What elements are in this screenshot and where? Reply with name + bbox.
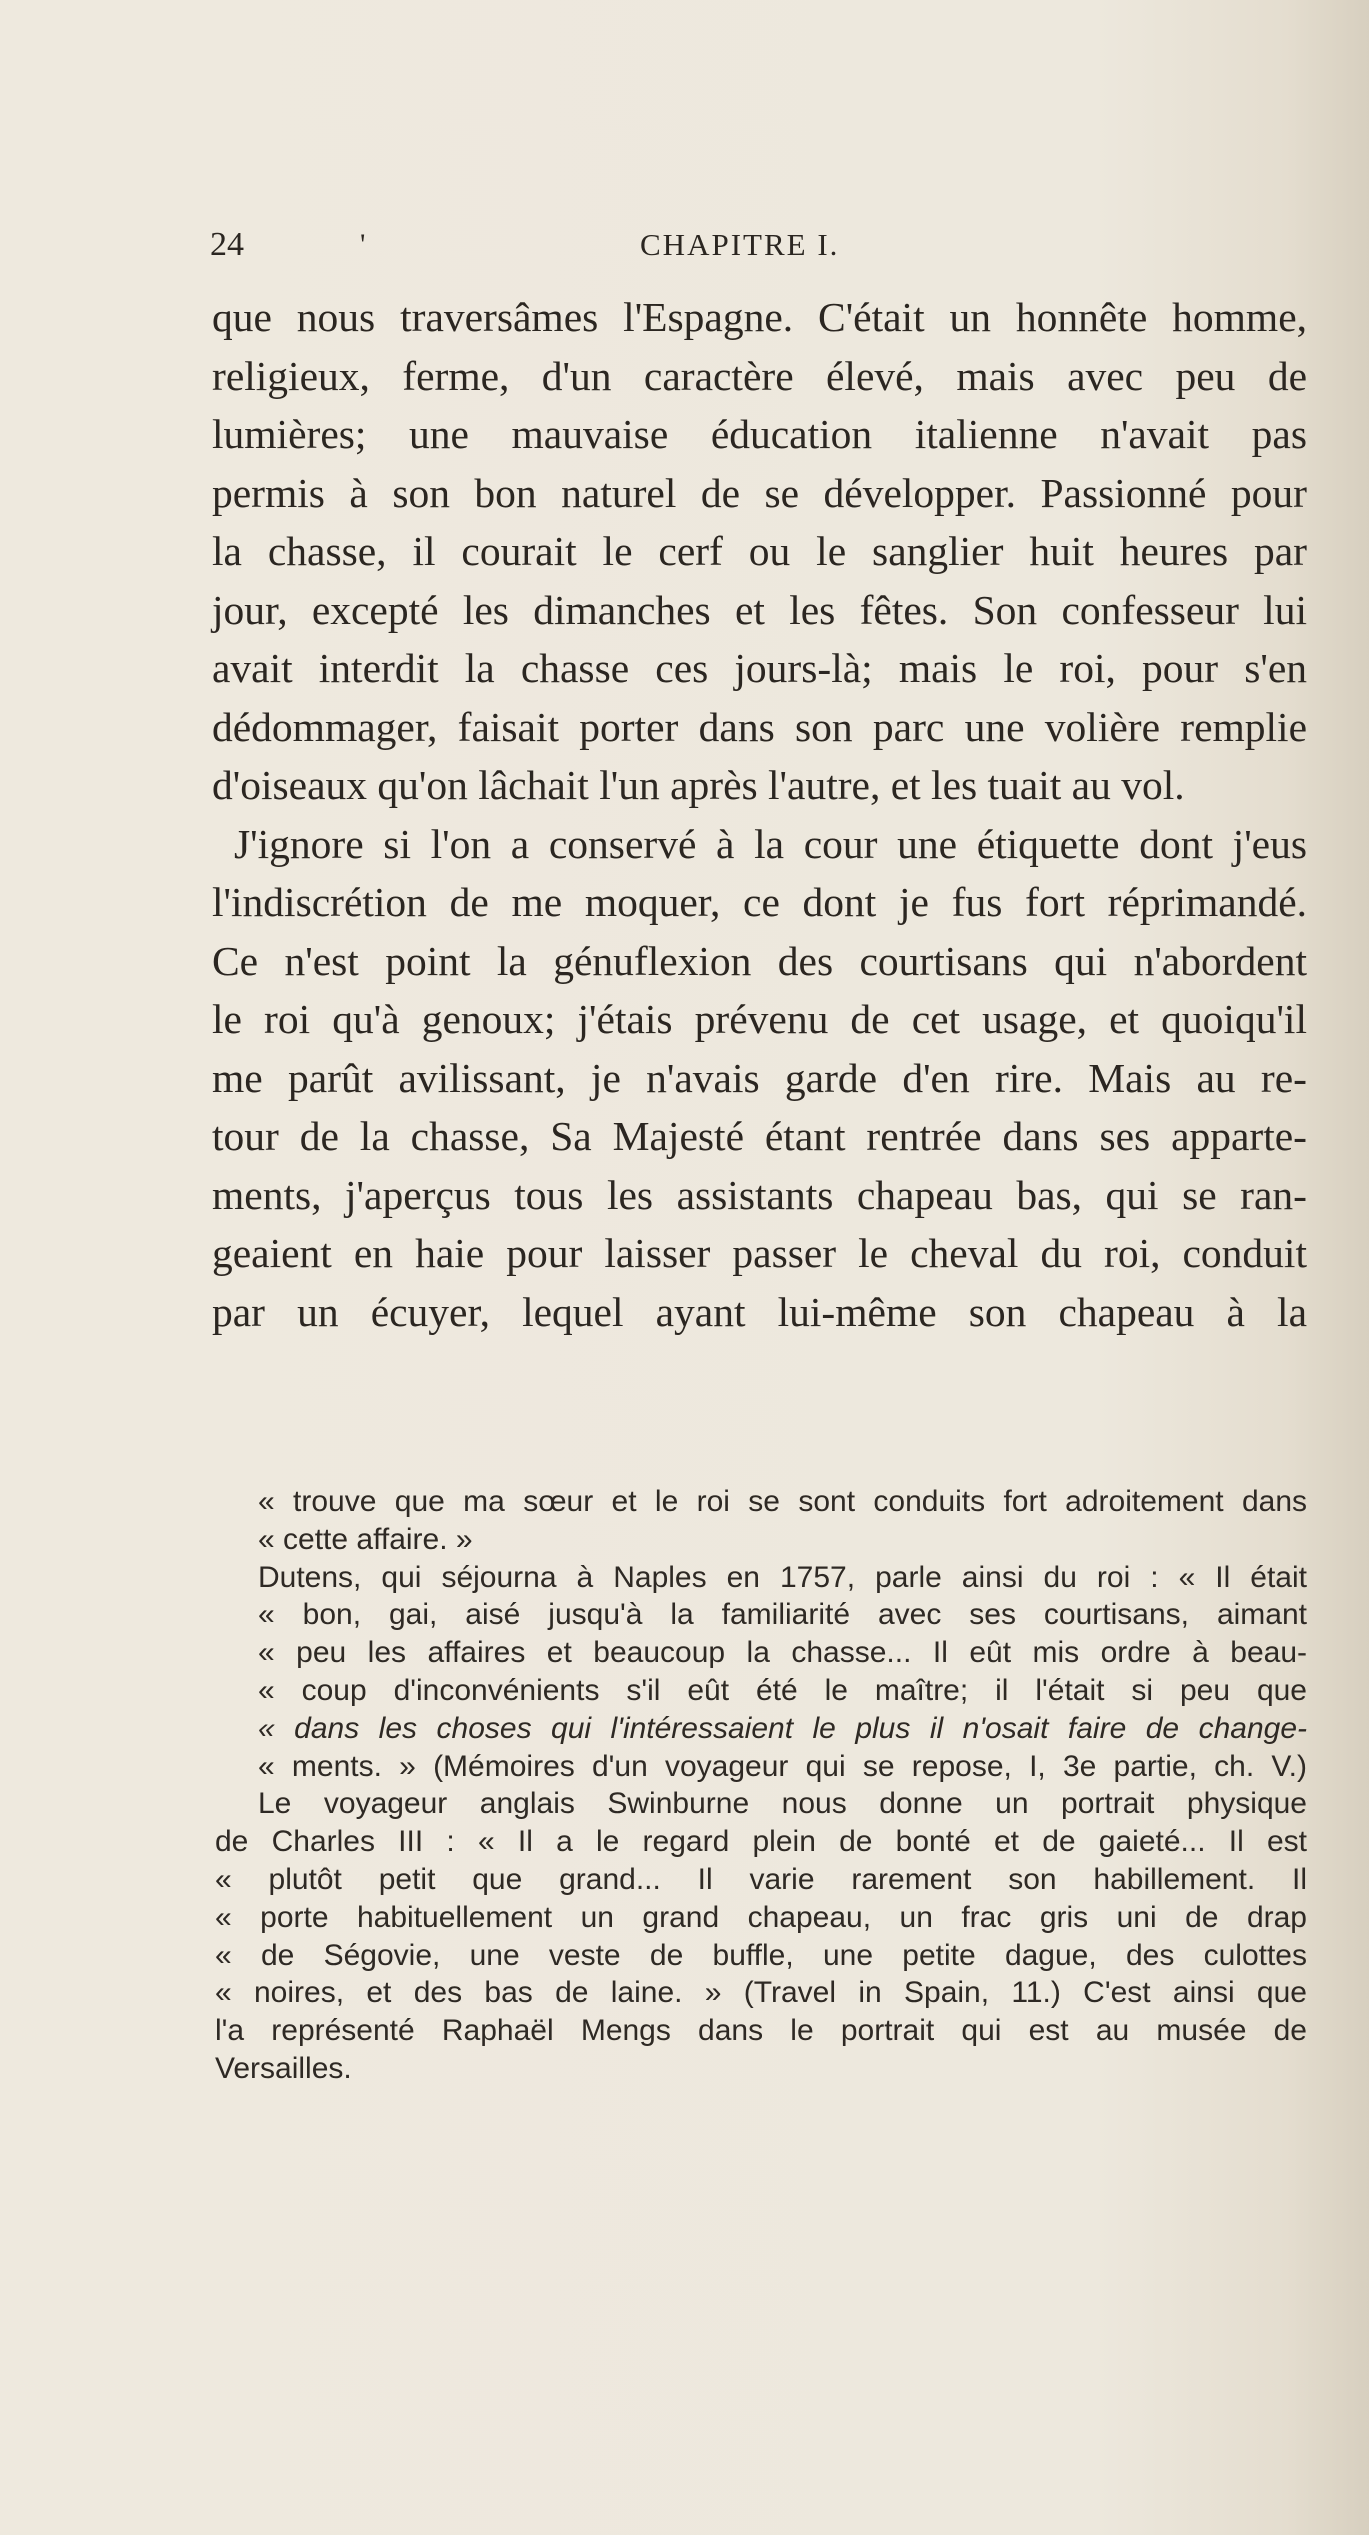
- text-line: l'indiscrétion de me moquer, ce dont je fus fort réprimandé.: [212, 879, 1307, 925]
- text-line: lumières; une mauvaise éducation italienne n'avait pas: [212, 411, 1307, 457]
- header-mark: ': [360, 228, 366, 261]
- text-line: d'oiseaux qu'on lâchait l'un après l'autre, et les tuait au vol.: [212, 762, 1185, 808]
- text-line: tour de la chasse, Sa Majesté étant rentrée dans ses apparte-: [212, 1113, 1307, 1159]
- footnote-line: « trouve que ma sœur et le roi se sont conduits fort adroitement dans: [258, 1485, 1307, 1518]
- footnote-line: Le voyageur anglais Swinburne nous donne un portrait physique: [258, 1787, 1307, 1821]
- footnote-line: « de Ségovie, une veste de buffle, une petite dague, des culottes: [215, 1938, 1307, 1972]
- text-line: dédommager, faisait porter dans son parc une volière remplie: [212, 703, 1307, 750]
- running-head: CHAPITRE I.: [640, 227, 840, 262]
- text-line: me parût avilissant, je n'avais garde d'en rire. Mais au re-: [212, 1054, 1307, 1101]
- footnote-line: « noires, et des bas de laine. » (Travel in Spain, 11.) C'est ainsi que: [215, 1976, 1307, 2010]
- text-line: J'ignore si l'on a conservé à la cour une étiquette dont j'eus: [234, 820, 1307, 867]
- footnote-line: « cette affaire. »: [258, 1522, 473, 1556]
- footnote-line: Versailles.: [215, 2051, 352, 2085]
- footnotes: [215, 1483, 1307, 2088]
- footnote-line: « porte habituellement un grand chapeau, un frac gris uni de drap: [215, 1900, 1307, 1934]
- main-text: [212, 288, 1307, 1341]
- text-line: avait interdit la chasse ces jours-là; mais le roi, pour s'en: [212, 645, 1307, 691]
- text-line: la chasse, il courait le cerf ou le sanglier huit heures par: [212, 528, 1307, 574]
- text-line: Ce n'est point la génuflexion des courtisans qui n'abordent: [212, 937, 1307, 984]
- text-line: que nous traversâmes l'Espagne. C'était un honnête homme,: [212, 294, 1307, 340]
- footnote-line: Dutens, qui séjourna à Naples en 1757, parle ainsi du roi : « Il était: [258, 1560, 1307, 1594]
- footnote-line: « bon, gai, aisé jusqu'à la familiarité avec ses courtisans, aimant: [258, 1598, 1307, 1632]
- text-line: le roi qu'à genoux; j'étais prévenu de cet usage, et quoiqu'il: [212, 996, 1307, 1042]
- text-line: geaient en haie pour laisser passer le cheval du roi, conduit: [212, 1230, 1307, 1276]
- footnote-line: « peu les affaires et beaucoup la chasse... Il eût mis ordre à beau-: [258, 1636, 1307, 1670]
- footnote-line: « ments. » (Mémoires d'un voyageur qui se repose, I, 3e partie, ch. V.): [258, 1749, 1307, 1783]
- text-line: ments, j'aperçus tous les assistants chapeau bas, qui se ran-: [212, 1171, 1307, 1218]
- text-line: jour, excepté les dimanches et les fêtes. Son confesseur lui: [212, 586, 1307, 633]
- footnote-line: « coup d'inconvénients s'il eût été le maître; il l'était si peu que: [258, 1673, 1307, 1707]
- text-line: permis à son bon naturel de se développer. Passionné pour: [212, 469, 1307, 516]
- text-line: religieux, ferme, d'un caractère élevé, mais avec peu de: [212, 352, 1307, 399]
- page-number: 24: [210, 226, 244, 263]
- footnote-line: de Charles III : « Il a le regard plein de bonté et de gaieté... Il est: [215, 1825, 1307, 1859]
- footnote-line: « plutôt petit que grand... Il varie rarement son habillement. Il: [215, 1862, 1307, 1896]
- page-header: [210, 220, 1310, 270]
- footnote-line: « dans les choses qui l'intéressaient le plus il n'osait faire de change-: [258, 1711, 1307, 1745]
- text-line: par un écuyer, lequel ayant lui-même son chapeau à la: [212, 1288, 1307, 1335]
- footnote-line: l'a représenté Raphaël Mengs dans le portrait qui est au musée de: [215, 2014, 1307, 2048]
